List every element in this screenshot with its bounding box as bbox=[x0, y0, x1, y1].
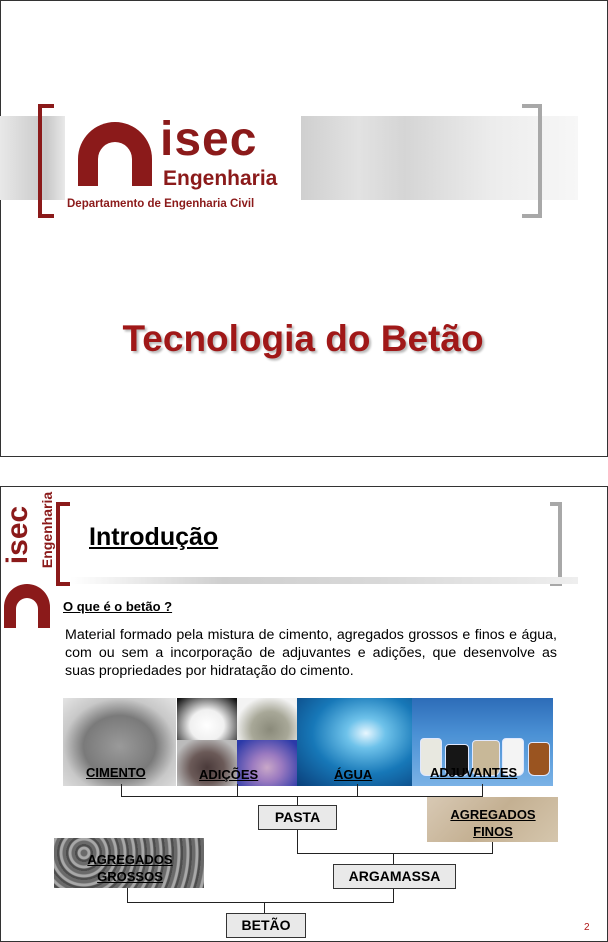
additive-grey-image bbox=[237, 698, 297, 740]
right-bracket bbox=[522, 104, 542, 218]
vertical-logo-name: isec bbox=[1, 505, 34, 565]
connector-line bbox=[264, 902, 265, 913]
logo-subtitle: Engenharia bbox=[163, 167, 278, 190]
isec-arch-small-icon bbox=[4, 584, 50, 628]
label-agua: ÁGUA bbox=[334, 767, 373, 782]
connector-line bbox=[297, 829, 298, 853]
left-bracket bbox=[38, 104, 54, 218]
box-pasta: PASTA bbox=[258, 805, 337, 830]
connector-line bbox=[121, 796, 483, 797]
flask bbox=[528, 742, 550, 776]
presentation-title: Tecnologia do Betão bbox=[122, 318, 484, 359]
label-agregados-finos bbox=[430, 806, 556, 840]
right-bracket-small bbox=[550, 502, 562, 586]
connector-line bbox=[297, 796, 298, 805]
label-agregados-grossos-line1: AGREGADOS bbox=[87, 852, 173, 867]
box-argamassa: ARGAMASSA bbox=[333, 864, 456, 889]
title-slide bbox=[0, 0, 608, 457]
connector-line bbox=[492, 842, 493, 853]
page-number: 2 bbox=[584, 922, 590, 933]
label-cimento: CIMENTO bbox=[86, 765, 146, 780]
left-bracket-small bbox=[56, 502, 70, 586]
connector-line bbox=[127, 902, 394, 903]
label-adicoes: ADIÇÕES bbox=[199, 767, 259, 782]
slide-heading: Introdução bbox=[89, 523, 219, 551]
definition-paragraph: Material formado pela mistura de cimento, agregados grossos e finos e água, com ou sem a incorporação de adjuvantes e adições, que desenvolve as suas propriedades por hidratação do cimento. bbox=[65, 627, 557, 679]
box-betao: BETÃO bbox=[226, 913, 306, 938]
connector-line bbox=[482, 784, 483, 796]
connector-line bbox=[393, 888, 394, 902]
label-adjuvantes: ADJUVANTES bbox=[430, 765, 518, 780]
connector-line bbox=[357, 784, 358, 796]
department-name: Departamento de Engenharia Civil bbox=[67, 198, 255, 210]
connector-line bbox=[297, 853, 493, 854]
logo-name: isec bbox=[160, 113, 258, 166]
isec-arch-logo-icon bbox=[78, 122, 152, 186]
connector-line bbox=[393, 853, 394, 864]
label-agregados-grossos bbox=[60, 851, 200, 885]
additive-white-image bbox=[177, 698, 237, 740]
vertical-logo-subtitle: Engenharia bbox=[39, 491, 55, 569]
label-agregados-finos-line2: FINOS bbox=[473, 824, 513, 839]
question: O que é o betão ? bbox=[63, 599, 173, 614]
vertical-logo bbox=[0, 491, 55, 584]
connector-line bbox=[127, 888, 128, 902]
label-agregados-finos-line1: AGREGADOS bbox=[450, 807, 536, 822]
connector-line bbox=[237, 784, 238, 796]
connector-line bbox=[121, 784, 122, 796]
label-agregados-grossos-line2: GROSSOS bbox=[97, 869, 163, 884]
heading-underline-band bbox=[70, 577, 578, 584]
